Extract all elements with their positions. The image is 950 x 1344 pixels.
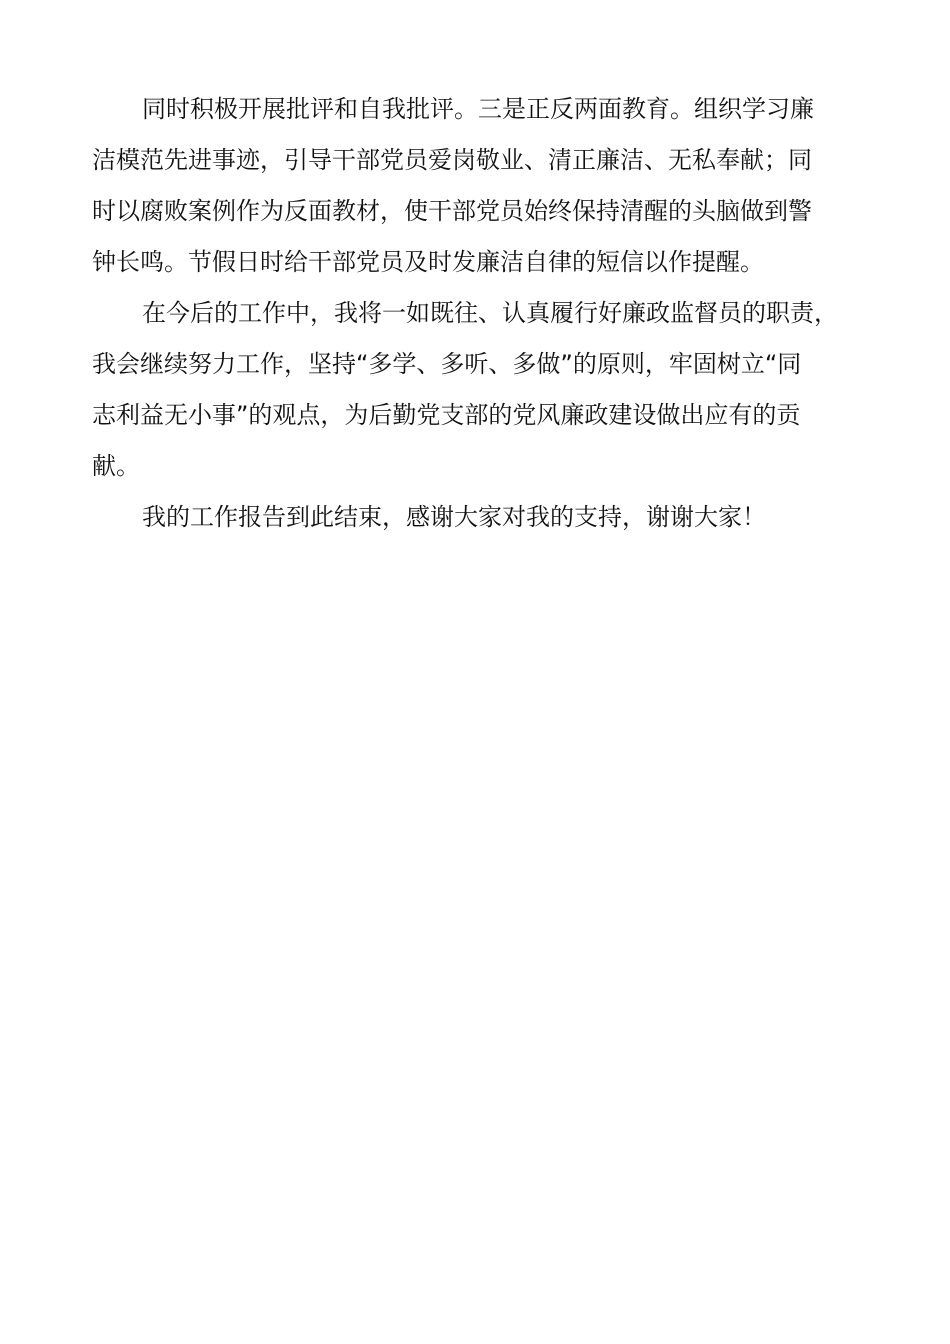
paragraph-line: 在今后的工作中，我将一如既往、认真履行好廉政监督员的职责，: [142, 299, 838, 327]
paragraph-line: 钟长鸣。节假日时给干部党员及时发廉洁自律的短信以作提醒。: [92, 248, 764, 276]
paragraph-1: [92, 84, 858, 288]
paragraph-line: 洁模范先进事迹，引导干部党员爱岗敬业、清正廉洁、无私奉献；同: [92, 146, 812, 174]
document-body: [92, 84, 858, 543]
paragraph-3: [92, 492, 858, 543]
paragraph-line: 时以腐败案例作为反面教材，使干部党员始终保持清醒的头脑做到警: [92, 197, 812, 225]
paragraph-line: 同时积极开展批评和自我批评。三是正反两面教育。组织学习廉: [142, 95, 814, 123]
paragraph-line: 我会继续努力工作，坚持“多学、多听、多做”的原则，牢固树立“同: [92, 350, 802, 378]
paragraph-2: [92, 288, 858, 492]
paragraph-line: 我的工作报告到此结束，感谢大家对我的支持，谢谢大家！: [142, 503, 766, 531]
paragraph-line: 志利益无小事”的观点，为后勤党支部的党风廉政建设做出应有的贡: [92, 401, 801, 429]
paragraph-line: 献。: [92, 452, 140, 480]
